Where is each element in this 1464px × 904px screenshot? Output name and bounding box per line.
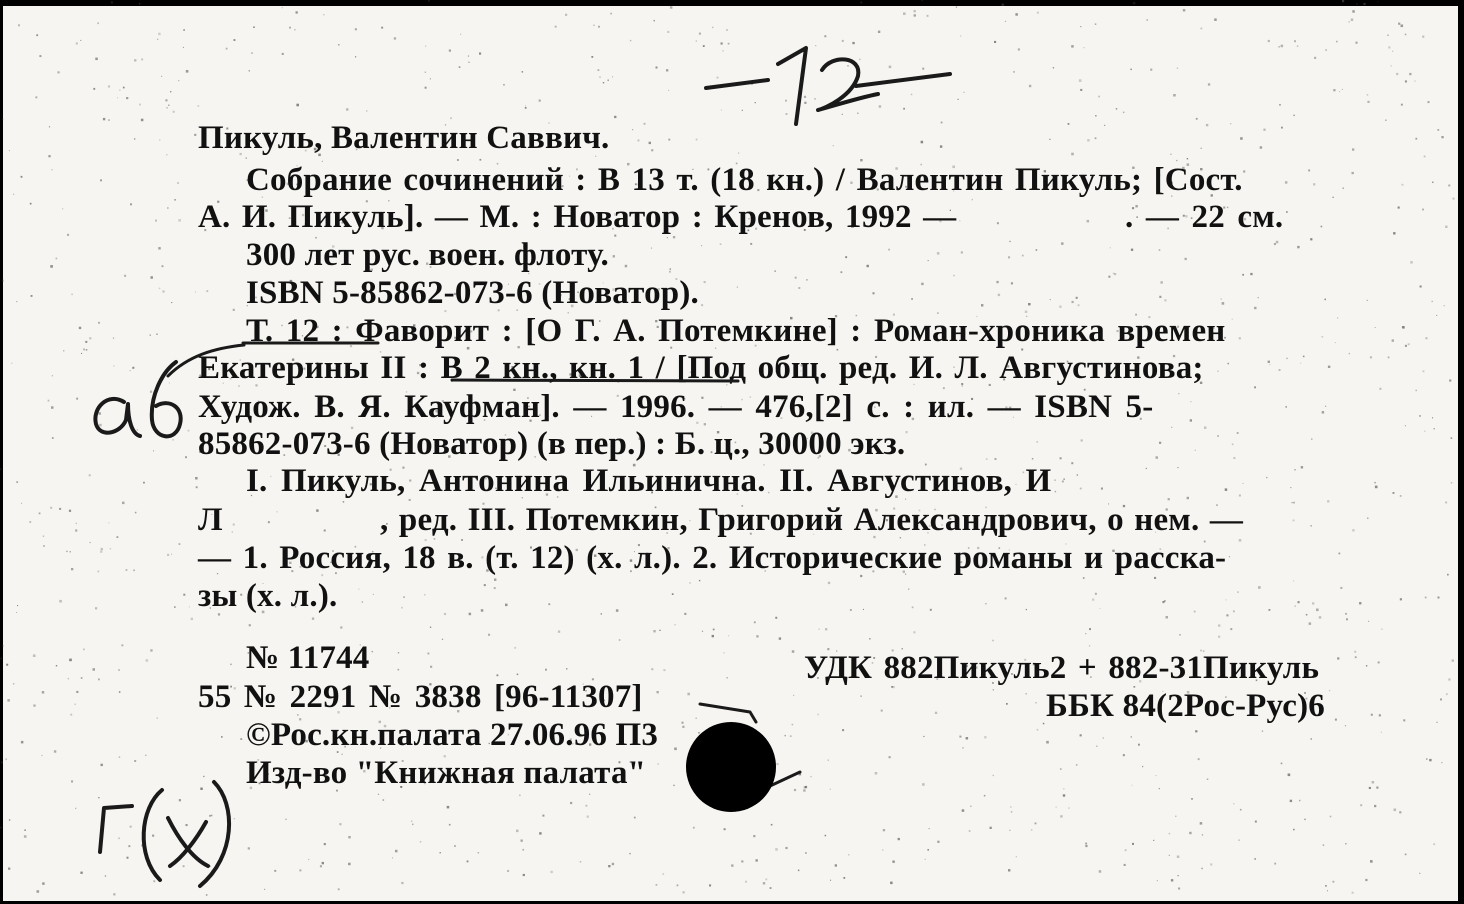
series-line: 300 лет рус. воен. флоту. <box>246 237 609 273</box>
author-heading: Пикуль, Валентин Саввич. <box>198 120 610 156</box>
tracing-line-2-start: Л <box>198 502 223 538</box>
punch-hole <box>686 722 776 812</box>
volume-line-3: Худож. В. Я. Кауфман]. — 1996. — 476,[2] с. : ил. — ISBN 5- <box>198 389 1154 425</box>
tracing-line-2: , ред. III. Потемкин, Григорий Александрович, о нем. — <box>380 502 1244 538</box>
isbn-line: ISBN 5-85862-073-6 (Новатор). <box>246 275 699 311</box>
publisher-line: Изд-во "Книжная палата" <box>246 755 647 791</box>
record-number-1: № 11744 <box>246 640 370 676</box>
tracing-line-1: I. Пикуль, Антонина Ильинична. II. Августинов, И <box>246 463 1052 499</box>
copyright-line: ©Рос.кн.палата 27.06.96 П3 <box>246 717 659 753</box>
tracing-line-3: — 1. Россия, 18 в. (т. 12) (х. л.). 2. Исторические романы и расска- <box>198 540 1227 576</box>
volume-line-2: Екатерины II : В 2 кн., кн. 1 / [Под общ. ред. И. Л. Августинова; <box>198 350 1204 386</box>
record-number-2: 55 № 2291 № 3838 [96-11307] <box>198 679 643 715</box>
volume-line-1: Т. 12 : Фаворит : [О Г. А. Потемкине] : Роман-хроника времен <box>246 313 1226 349</box>
bbk-code: ББК 84(2Рос-Рус)6 <box>1046 688 1325 724</box>
udc-code: УДК 882Пикуль2 + 882-31Пикуль <box>804 650 1320 686</box>
volume-line-4: 85862-073-6 (Новатор) (в пер.) : Б. ц., 30000 экз. <box>198 426 906 462</box>
title-line-2-end: . — 22 см. <box>1125 199 1284 235</box>
tracing-line-4: зы (х. л.). <box>198 578 338 614</box>
title-line-2: А. И. Пикуль]. — М. : Новатор : Кренов, 1992 — <box>198 199 957 235</box>
title-line-1: Собрание сочинений : В 13 т. (18 кн.) / Валентин Пикуль; [Сост. <box>246 162 1243 198</box>
